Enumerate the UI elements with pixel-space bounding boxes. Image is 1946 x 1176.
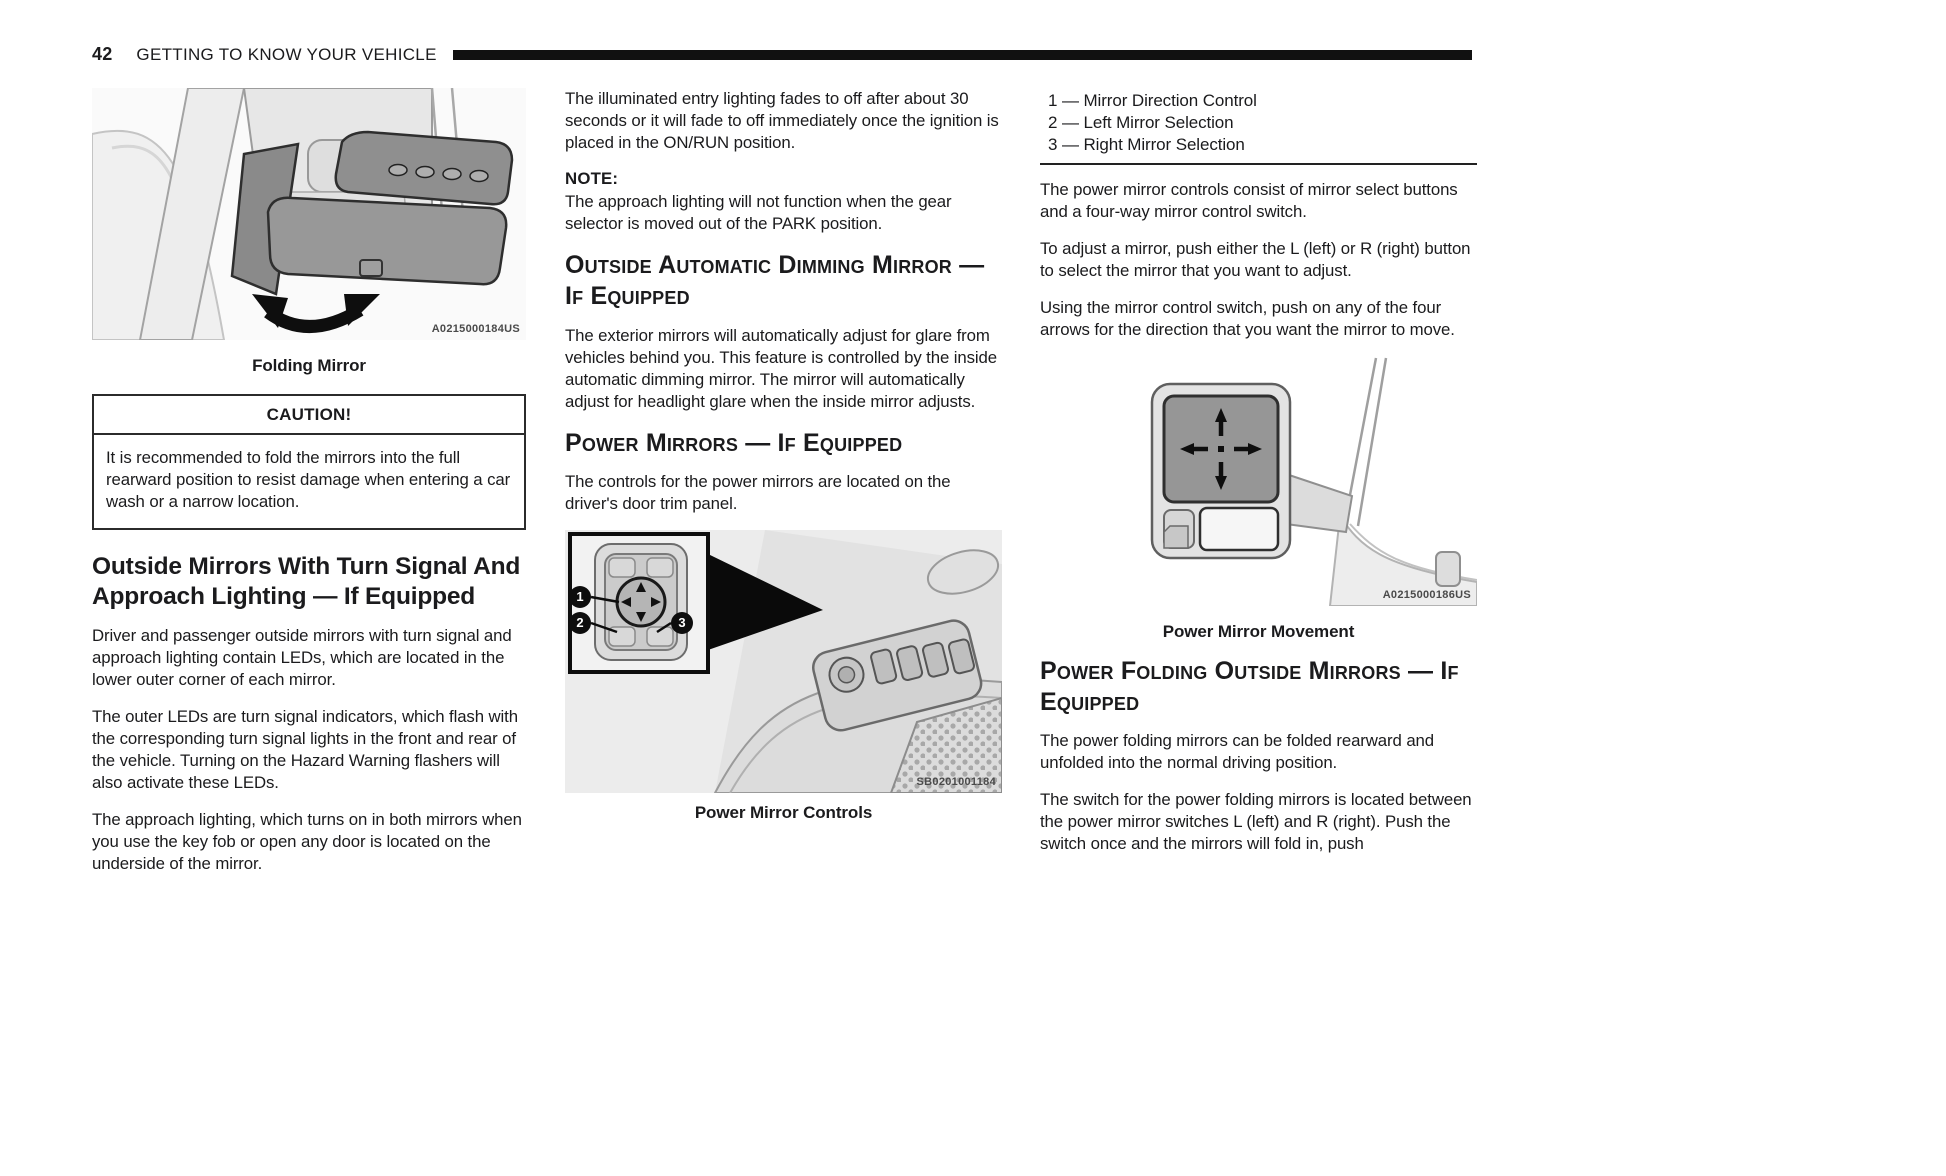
paragraph: The illuminated entry lighting fades to off after about 30 seconds or it will fade to off immediately once the ignition is placed in the ON/RUN position. (565, 89, 999, 152)
paragraph: The exterior mirrors will automatically adjust for glare from vehicles behind you. This feature is controlled by the inside automatic dimming mirror. The mirror will automatically adjust for headlight glare when the inside mirror adjusts. (565, 325, 998, 411)
legend-rule (1040, 163, 1477, 165)
paragraph: To adjust a mirror, push either the L (left) or R (right) button to select the mirror that you want to adjust. (1040, 238, 1471, 280)
paragraph: Using the mirror control switch, push on any of the four arrows for the direction that you want the mirror to move. (1040, 297, 1455, 339)
legend-item: 2 — Left Mirror Selection (1048, 112, 1234, 132)
folding-mirror-illustration (92, 88, 526, 340)
legend-item: 3 — Right Mirror Selection (1048, 134, 1245, 154)
figure-power-mirror-movement (1040, 356, 1477, 606)
callout-2-badge: 2 (569, 612, 591, 634)
legend-item: 1 — Mirror Direction Control (1048, 91, 1257, 110)
controls-legend (1040, 90, 1477, 156)
paragraph: Driver and passenger outside mirrors with turn signal and approach lighting contain LEDs, which are located in the lower outer corner of each mirror. (92, 626, 512, 690)
heading-outside-mirrors-turn-signal: Outside Mirrors With Turn Signal And Approach Lighting — If Equipped (92, 553, 521, 611)
heading-power-folding-outside-mirrors: Power Folding Outside Mirrors — If Equipped (1040, 656, 1459, 717)
callout-3-badge: 3 (671, 612, 693, 634)
mirror-control-inset (570, 534, 708, 672)
paragraph: The switch for the power folding mirrors is located between the power mirror switches L (left) and R (right). Push the switch once and the mirrors will fold in, push (1040, 790, 1472, 854)
left-column (92, 88, 526, 890)
caution-body: It is recommended to fold the mirrors into the full rearward position to resist damage when entering a car wash or a narrow location. (106, 448, 511, 511)
power-mirror-movement-illustration (1040, 356, 1477, 606)
note-label: NOTE: (565, 169, 619, 188)
figure-caption-power-mirror-controls: Power Mirror Controls (694, 802, 873, 822)
figure-caption-folding-mirror: Folding Mirror (252, 356, 366, 375)
paragraph: The outer LEDs are turn signal indicators, which flash with the corresponding turn signal lights in the front and rear of the vehicle. Turning on the Hazard Warning flashers will also activate these LEDs. (92, 707, 518, 793)
paragraph: The approach lighting, which turns on in both mirrors when you use the key fob or open any door is located on the underside of the mirror. (92, 810, 522, 874)
caution-title: CAUTION! (94, 396, 524, 435)
header-rule (453, 50, 1472, 60)
paragraph: The controls for the power mirrors are located on the driver's door trim panel. (565, 471, 951, 513)
callout-1-badge: 1 (569, 586, 591, 608)
figure-code: SB0201001184 (916, 775, 996, 788)
figure-power-mirror-controls (565, 530, 1002, 793)
middle-column (565, 88, 1002, 823)
page-number: 42 (92, 44, 113, 64)
figure-code: A0215000186US (1382, 588, 1471, 601)
heading-outside-automatic-dimming-mirror: Outside Automatic Dimming Mirror — If Equipped (565, 251, 985, 311)
figure-folding-mirror (92, 88, 526, 340)
power-mirror-controls-illustration (565, 530, 1002, 793)
page-header (92, 44, 1472, 65)
figure-caption-power-mirror-movement: Power Mirror Movement (1162, 621, 1355, 641)
paragraph: The power folding mirrors can be folded rearward and unfolded into the normal driving position. (1040, 731, 1435, 773)
right-column (1040, 88, 1477, 870)
note-body: The approach lighting will not function when the gear selector is moved out of the PARK position. (565, 192, 952, 233)
paragraph: The power mirror controls consist of mirror select buttons and a four-way mirror control switch. (1040, 179, 1458, 221)
caution-box (92, 394, 526, 530)
heading-power-mirrors: Power Mirrors — If Equipped (565, 428, 903, 457)
figure-code: A0215000184US (431, 323, 520, 335)
section-title: GETTING TO KNOW YOUR VEHICLE (136, 44, 437, 64)
